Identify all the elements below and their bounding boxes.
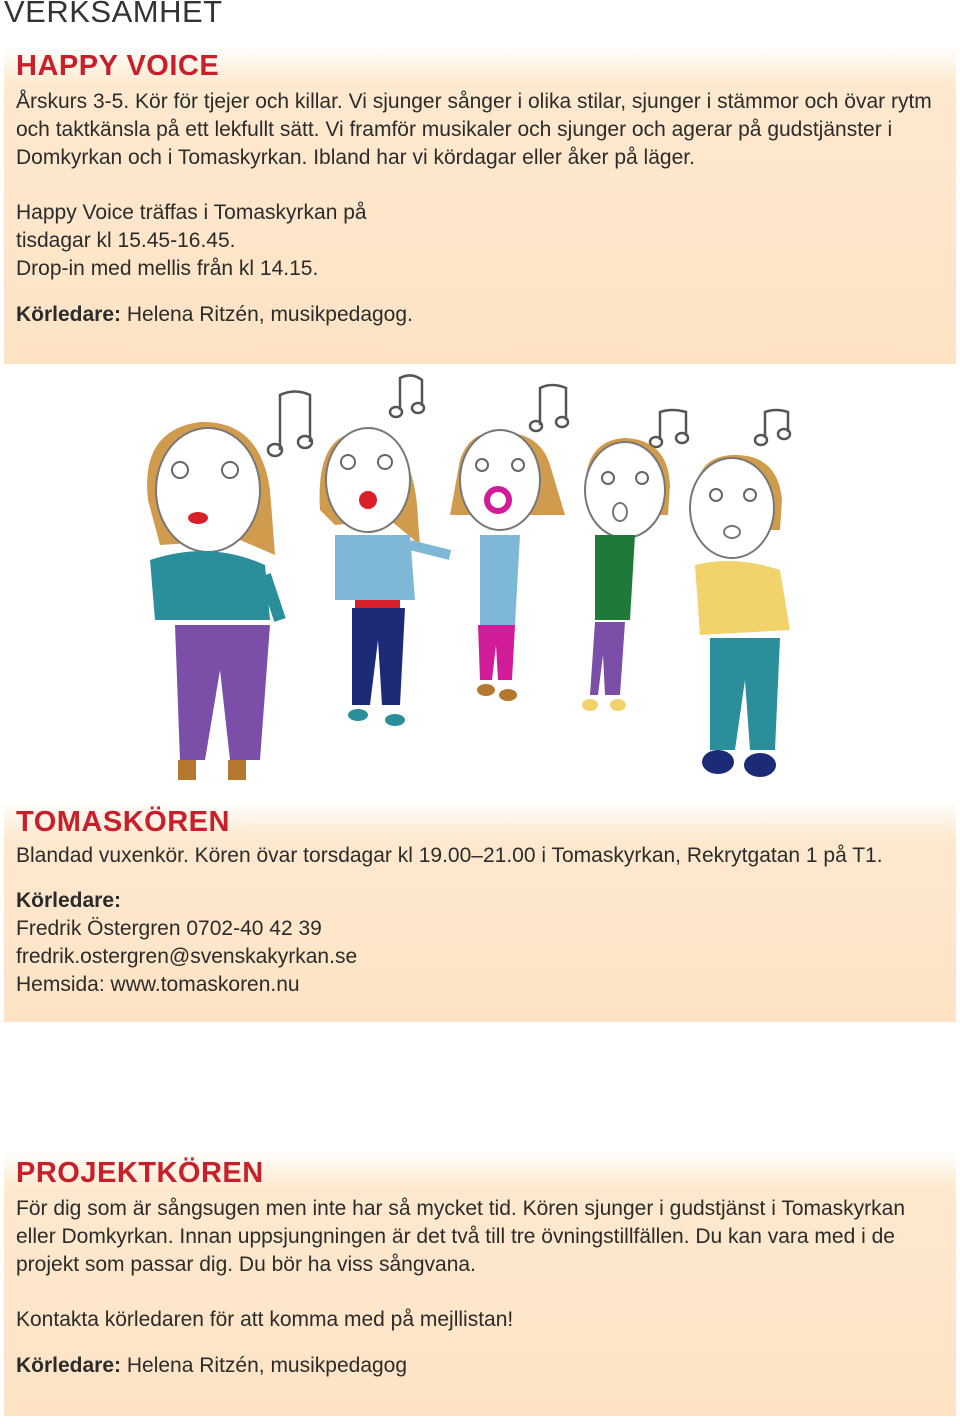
happy-voice-schedule	[16, 199, 944, 283]
tomaskoren-intro: Blandad vuxenkör. Kören övar torsdagar kl 19.00–21.00 i Tomaskyrkan, Rekrytgatan 1 på T1.	[16, 844, 883, 867]
tomaskoren-section	[4, 800, 956, 1022]
projektkoren-leader	[16, 1352, 944, 1380]
child-figure-2	[320, 428, 450, 726]
leader-label: Körledare:	[16, 1354, 122, 1377]
music-note-icon	[268, 392, 312, 457]
happy-voice-leader	[16, 301, 944, 329]
leader-label: Körledare:	[16, 889, 122, 912]
leader-value: Helena Ritzén, musikpedagog.	[121, 303, 413, 326]
leader-email[interactable]: fredrik.ostergren@svenskakyrkan.se	[16, 945, 358, 968]
leader-value: Helena Ritzén, musikpedagog	[121, 1354, 408, 1377]
happy-voice-intro: Årskurs 3-5. Kör för tjejer och killar. Vi sjunger sånger i olika stilar, sjunger i stämmor och övar rytm och taktkänsla på ett lekfullt sätt. Vi framför musikaler och sjunger och agerar på gudstjänster i Domkyrkan och i Tomaskyrkan. Ibland har vi kördagar eller åker på läger.	[16, 90, 932, 169]
music-note-icon	[755, 410, 790, 445]
music-note-icon	[530, 385, 568, 431]
child-figure-3	[450, 430, 565, 701]
children-singing-illustration	[120, 370, 820, 800]
schedule-line-3: Drop-in med mellis från kl 14.15.	[16, 257, 319, 280]
leader-name: Fredrik Östergren 0702-40 42 39	[16, 917, 322, 940]
schedule-line-2: tisdagar kl 15.45-16.45.	[16, 229, 236, 252]
child-figure-5	[690, 455, 790, 777]
music-note-icon	[650, 410, 688, 447]
happy-voice-section	[4, 46, 956, 364]
tomaskoren-title: TOMASKÖREN	[16, 806, 230, 838]
schedule-line-1: Happy Voice träffas i Tomaskyrkan på	[16, 201, 367, 224]
website-link[interactable]: Hemsida: www.tomaskoren.nu	[16, 973, 300, 996]
projektkoren-section	[4, 1150, 956, 1416]
music-note-icon	[390, 375, 424, 417]
leader-label: Körledare:	[16, 303, 122, 326]
page-header: VERKSAMHET	[4, 0, 223, 29]
projektkoren-intro: För dig som är sångsugen men inte har så mycket tid. Kören sjunger i gudstjänst i Tomaskyrkan eller Domkyrkan. Innan uppsjungningen är det två till tre övningstillfällen. Du kan vara med i de projekt som passar dig. Du bör ha viss sångvana.	[16, 1197, 906, 1276]
projektkoren-contact-note: Kontakta körledaren för att komma med på mejllistan!	[16, 1308, 514, 1331]
happy-voice-title: HAPPY VOICE	[16, 50, 220, 82]
child-figure-1	[147, 422, 280, 780]
child-figure-4	[582, 438, 670, 711]
projektkoren-title: PROJEKTKÖREN	[16, 1157, 264, 1189]
tomaskoren-contact	[16, 887, 944, 999]
